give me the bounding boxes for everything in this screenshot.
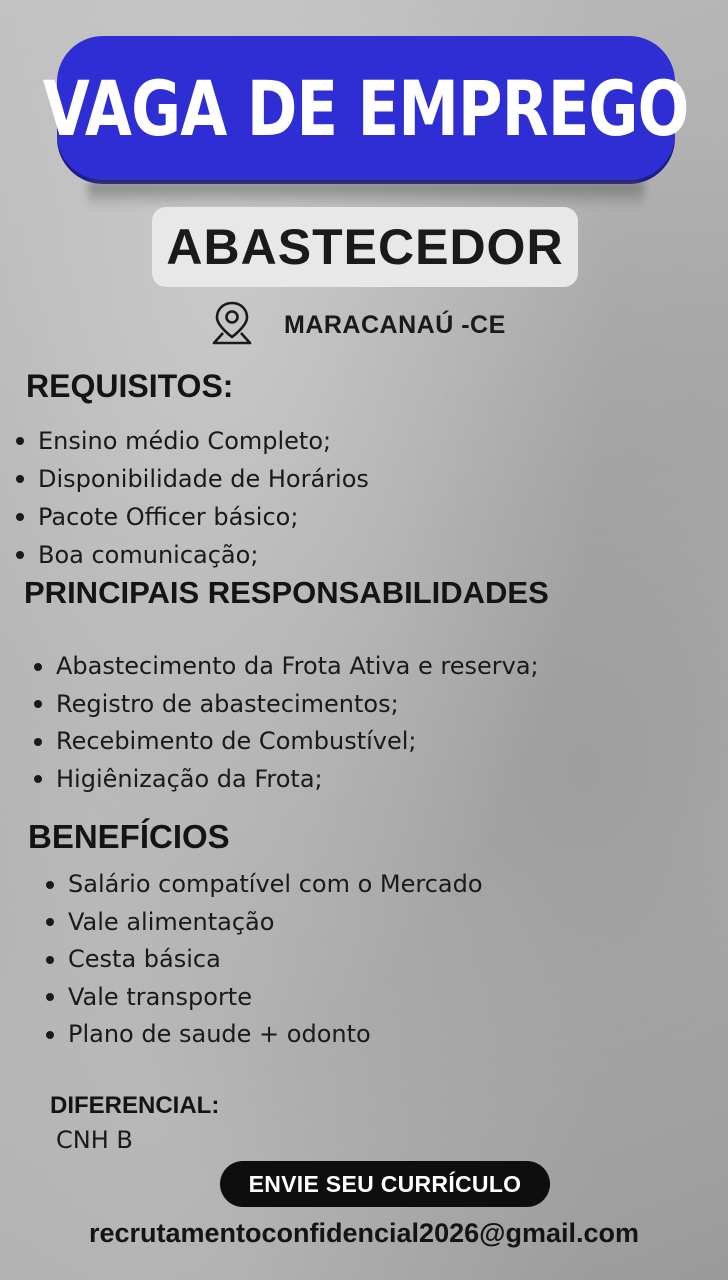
differential-value: CNH B <box>56 1126 133 1154</box>
job-title-banner <box>43 36 689 180</box>
list-item: Recebimento de Combustível; <box>34 723 539 761</box>
requirements-heading: REQUISITOS: <box>26 368 234 404</box>
list-item: Boa comunicação; <box>16 536 369 574</box>
list-item: Disponibilidade de Horários <box>16 460 369 498</box>
list-item: Higiênização da Frota; <box>34 761 539 799</box>
responsibilities-heading: PRINCIPAIS RESPONSABILIDADES <box>24 575 549 610</box>
list-item: Registro de abastecimentos; <box>34 686 539 724</box>
banner-shadow <box>88 182 644 208</box>
list-item: Vale transporte <box>46 979 483 1017</box>
list-item: Abastecimento da Frota Ativa e reserva; <box>34 648 539 686</box>
role-box <box>152 207 578 287</box>
location <box>210 300 506 350</box>
benefits-list <box>46 866 483 1054</box>
differential-heading: DIFERENCIAL: <box>50 1092 220 1119</box>
list-item: Cesta básica <box>46 941 483 979</box>
role-title: ABASTECEDOR <box>166 219 564 275</box>
list-item: Vale alimentação <box>46 904 483 942</box>
responsibilities-list <box>34 648 539 798</box>
location-pin-icon <box>210 299 254 351</box>
list-item: Plano de saude + odonto <box>46 1016 483 1054</box>
contact-email: recrutamentoconfidencial2026@gmail.com <box>88 1218 639 1248</box>
list-item: Ensino médio Completo; <box>16 422 369 460</box>
send-resume-button: ENVIE SEU CURRÍCULO <box>220 1161 550 1207</box>
list-item: Salário compatível com o Mercado <box>46 866 483 904</box>
benefits-heading: BENEFÍCIOS <box>28 818 230 855</box>
list-item: Pacote Officer básico; <box>16 498 369 536</box>
requirements-list <box>16 422 369 574</box>
job-title: VAGA DE EMPREGO <box>43 63 689 153</box>
location-text: MARACANAÚ -CE <box>284 310 506 339</box>
